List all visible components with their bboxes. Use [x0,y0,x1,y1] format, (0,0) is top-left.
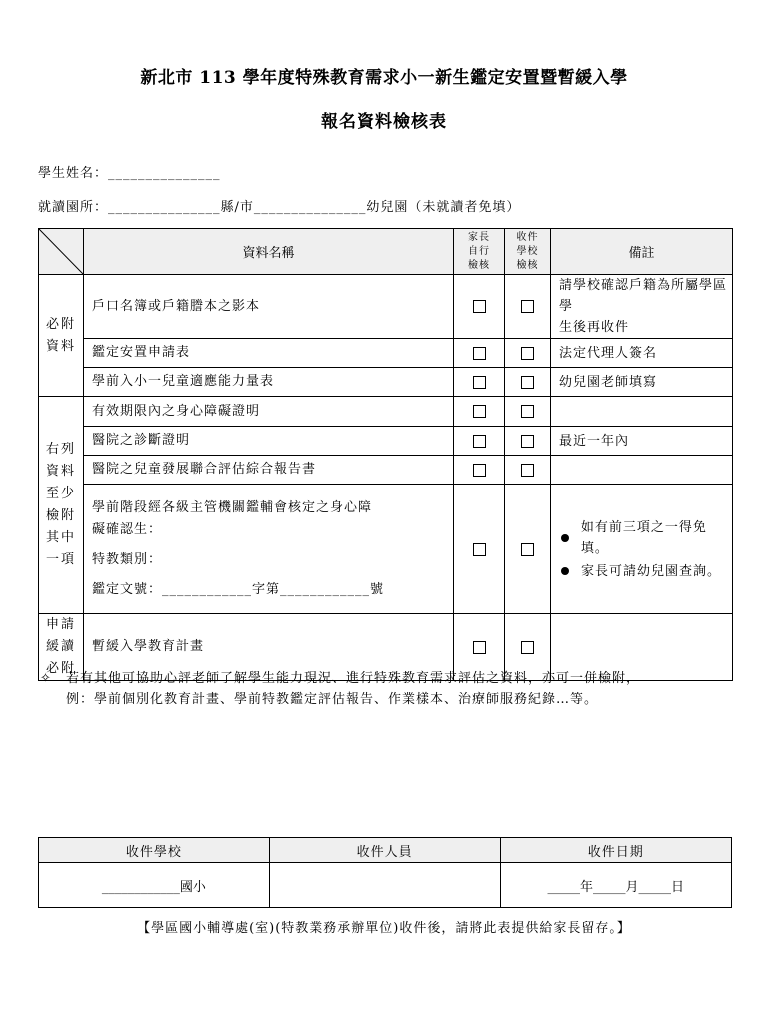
school-checkbox[interactable] [521,347,534,360]
diamond-star-icon: ✧ [40,671,52,686]
item-remark: 最近一年內 [551,427,733,456]
item-name: 醫院之診斷證明 [84,427,454,456]
optional-group-label: 右列 資料 至少 檢附 其中 一項 [39,397,84,614]
parent-checkbox[interactable] [473,300,486,313]
item-remark [551,456,733,485]
item-remark [551,397,733,427]
table-header-row [39,229,733,275]
header-name: 資料名稱 [84,229,454,275]
table-row [39,485,733,614]
table-row [39,456,733,485]
header-remarks: 備註 [551,229,733,275]
parent-checkbox[interactable] [473,464,486,477]
diagonal-header-cell [39,229,84,275]
kindergarten-field: 就讀園所：_______________縣/市_______________幼兒園（未就讀者免填） [38,200,521,215]
checklist-table [38,228,733,681]
item-name: 鑑定安置申請表 [84,339,454,368]
parent-checkbox[interactable] [473,405,486,418]
bullet-icon [561,534,569,542]
table-row [39,427,733,456]
school-checkbox[interactable] [521,300,534,313]
required-group-label: 必附 資料 [39,275,84,397]
item-name: 醫院之兒童發展聯合評估綜合報告書 [84,456,454,485]
item-remark [551,485,733,614]
school-checkbox[interactable] [521,543,534,556]
list-item: 家長可請幼兒園查詢。 [559,561,732,582]
student-name-field: 學生姓名：_______________ [38,166,221,181]
footnote-line-1: 若有其他可協助心評老師了解學生能力現況、進行特殊教育需求評估之資料，亦可一併檢附， [66,671,641,686]
item-name-certified: 學前階段經各級主管機關鑑輔會核定之身心障 礙確認生： 特教類別： 鑑定文號：____________字第____________號 [84,485,454,614]
table-row [39,397,733,427]
receipt-header-staff: 收件人員 [269,838,500,863]
parent-checkbox[interactable] [473,435,486,448]
receipt-table [38,837,732,908]
school-checkbox[interactable] [521,641,534,654]
diagonal-line [39,229,83,274]
table-row [39,275,733,339]
deferral-group-label: 申請 緩讀 必附 [39,614,84,681]
receipt-staff-value[interactable] [269,863,500,908]
table-row [39,368,733,397]
table-row [39,339,733,368]
footnote [40,668,640,710]
item-name: 有效期限內之身心障礙證明 [84,397,454,427]
header-school-check: 收件 學校 檢核 [505,229,551,275]
footnote-line-2: 例：學前個別化教育計畫、學前特教鑑定評估報告、作業樣本、治療師服務紀錄…等。 [66,692,599,707]
school-checkbox[interactable] [521,376,534,389]
parent-checkbox[interactable] [473,641,486,654]
item-remark: 法定代理人簽名 [551,339,733,368]
school-checkbox[interactable] [521,435,534,448]
header-parent-check: 家長 自行 檢核 [454,229,505,275]
item-name: 戶口名簿或戶籍謄本之影本 [84,275,454,339]
receipt-header-date: 收件日期 [500,838,731,863]
parent-checkbox[interactable] [473,376,486,389]
receipt-value-row [39,863,732,908]
item-remark: 請學校確認戶籍為所屬學區學 生後再收件 [551,275,733,339]
receipt-school-value[interactable]: ____________國小 [39,863,270,908]
receipt-header-school: 收件學校 [39,838,270,863]
document-title: 新北市 113 學年度特殊教育需求小一新生鑑定安置暨暫緩入學 [140,68,628,88]
receipt-header-row [39,838,732,863]
parent-checkbox[interactable] [473,543,486,556]
school-checkbox[interactable] [521,405,534,418]
school-checkbox[interactable] [521,464,534,477]
list-item: 如有前三項之一得免填。 [559,517,732,559]
receipt-date-value[interactable]: _____年_____月_____日 [500,863,731,908]
item-name: 學前入小一兒童適應能力量表 [84,368,454,397]
document-subtitle: 報名資料檢核表 [321,112,447,132]
bottom-note: 【學區國小輔導處(室)(特教業務承辦單位)收件後，請將此表提供給家長留存。】 [137,921,631,936]
item-remark: 幼兒園老師填寫 [551,368,733,397]
parent-checkbox[interactable] [473,347,486,360]
item-name: 暫緩入學教育計畫 [84,614,454,681]
bullet-icon [561,567,569,575]
